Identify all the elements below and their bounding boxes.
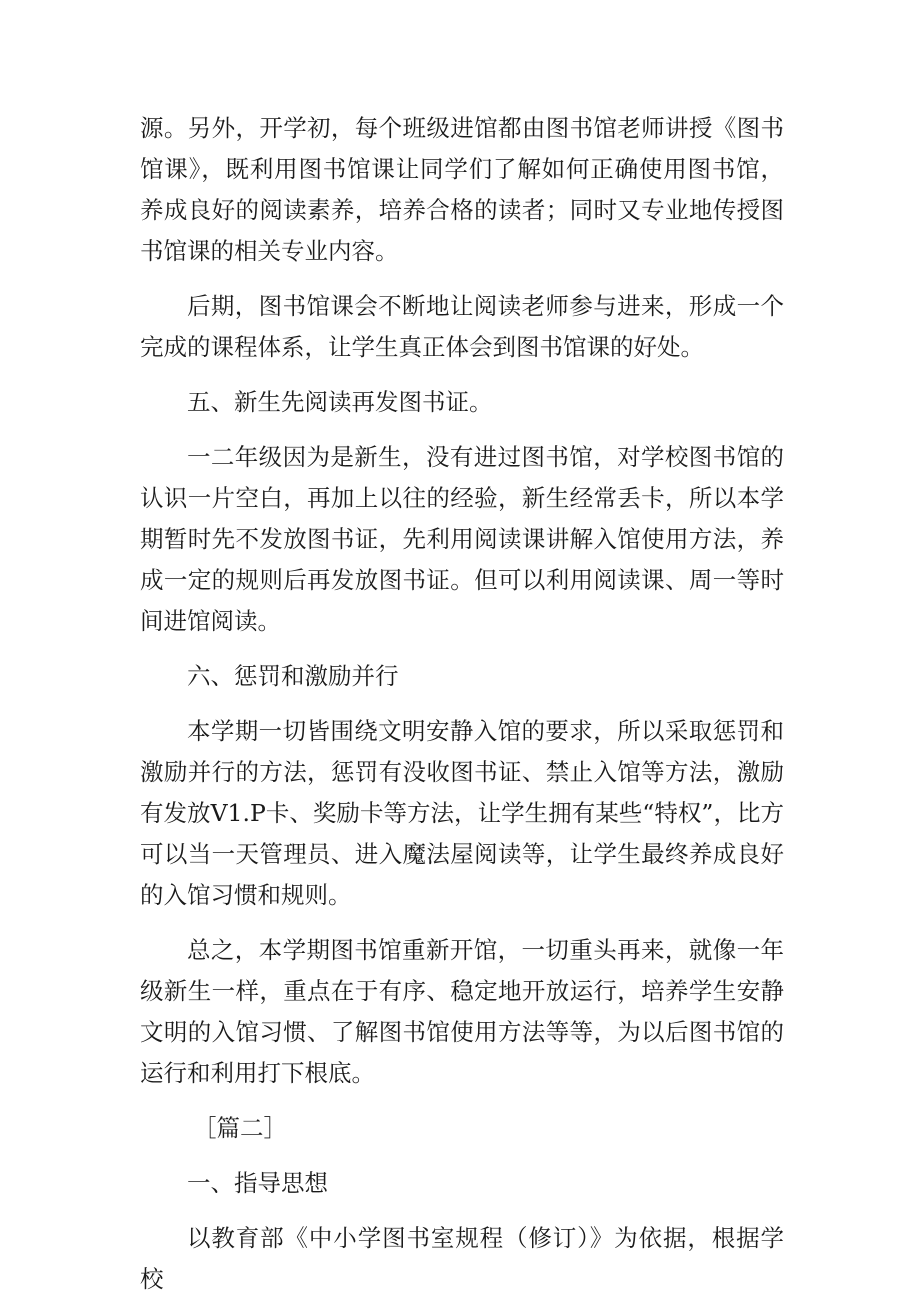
paragraph-punish-reward: 本学期一切皆围绕文明安静入馆的要求，所以采取惩罚和激励并行的方法，惩罚有没收图书证、禁止入馆等方法，激励有发放V1.P卡、奖励卡等方法，让学生拥有某些“特权”，比方可以当一天管理员、进入魔法屋阅读等，让学生最终养成良好的入馆习惯和规则。	[140, 717, 784, 909]
section-heading-five: 五、新生先阅读再发图书证。	[187, 388, 493, 416]
section-heading-six: 六、惩罚和激励并行	[187, 662, 399, 690]
paragraph-library-course-intro: 源。另外，开学初，每个班级进馆都由图书馆老师讲授《图书馆课》，既利用图书馆课让同学们了解如何正确使用图书馆，养成良好的阅读素养，培养合格的读者；同时又专业地传授图书馆课的相关专业内容。	[140, 114, 784, 265]
section-tag-part-two: ［篇二］	[193, 1114, 287, 1142]
document-body	[140, 108, 784, 1314]
paragraph-new-students-card: 一二年级因为是新生，没有进过图书馆，对学校图书馆的认识一片空白，再加上以往的经验，新生经常丢卡，所以本学期暂时先不发放图书证，先利用阅读课讲解入馆使用方法，养成一定的规则后再发放图书证。但可以利用阅读课、周一等时间进馆阅读。	[140, 443, 784, 635]
paragraph-summary: 总之，本学期图书馆重新开馆，一切重头再来，就像一年级新生一样，重点在于有序、稳定地开放运行，培养学生安静文明的入馆习惯、了解图书馆使用方法等等，为以后图书馆的运行和利用打下根底。	[140, 936, 784, 1087]
paragraph-guiding-basis: 以教育部《中小学图书室规程（修订）》为依据，根据学校	[140, 1224, 784, 1293]
section-heading-guiding-thought: 一、指导思想	[187, 1169, 328, 1197]
paragraph-library-course-later: 后期，图书馆课会不断地让阅读老师参与进来，形成一个完成的课程体系，让学生真正体会到图书馆课的好处。	[140, 292, 784, 361]
